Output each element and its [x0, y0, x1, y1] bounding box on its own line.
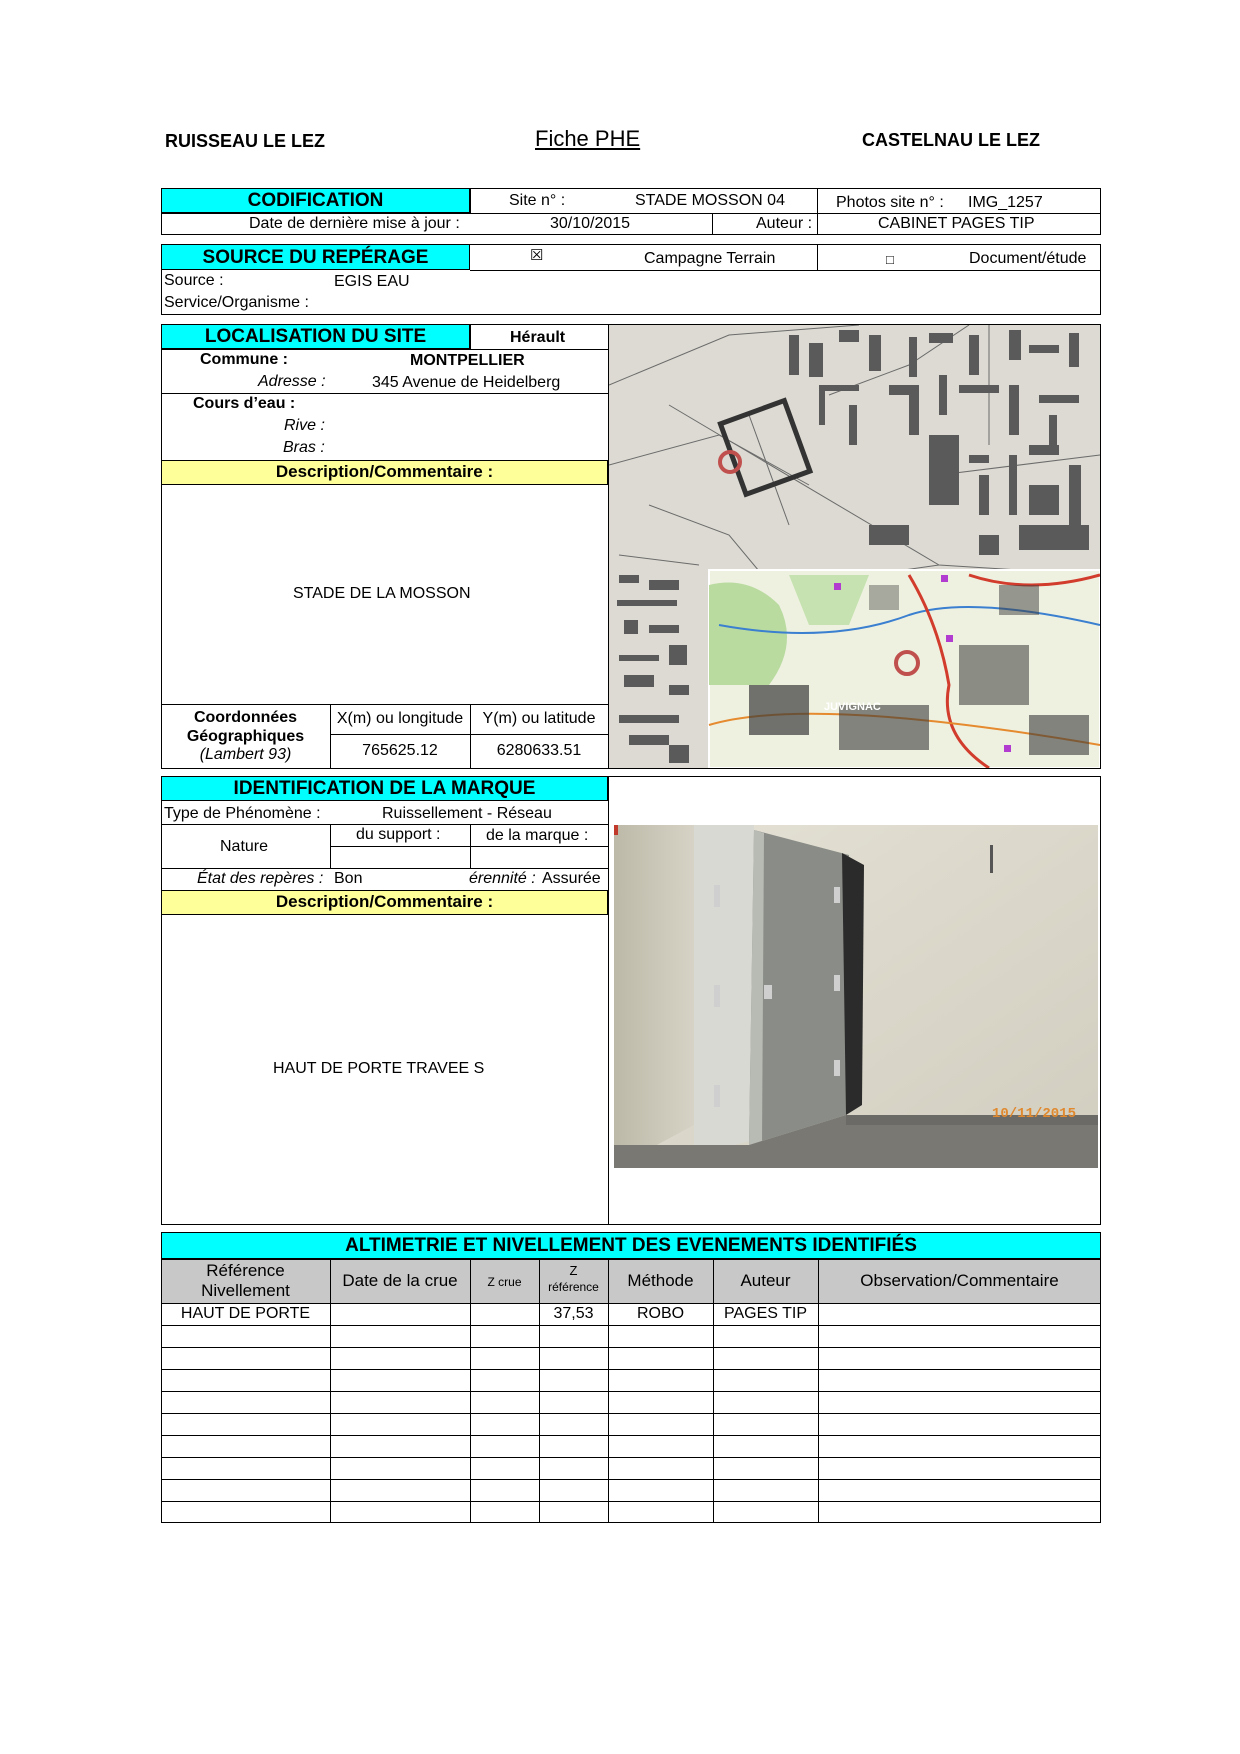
- col-method: Méthode: [627, 1271, 694, 1290]
- source-title: SOURCE DU REPÉRAGE: [161, 244, 470, 270]
- location-description-title: Description/Commentaire :: [161, 460, 608, 485]
- cell-reference: HAUT DE PORTE: [180, 1305, 311, 1322]
- state-value: Bon: [334, 870, 363, 887]
- x-label: X(m) ou longitude: [336, 710, 464, 727]
- watercourse-label: Cours d’eau :: [193, 395, 296, 412]
- river-name: RUISSEAU LE LEZ: [165, 131, 326, 151]
- source-label: Source :: [164, 272, 224, 289]
- coords-system: (Lambert 93): [199, 746, 292, 763]
- author-label: Auteur :: [756, 215, 813, 232]
- col-reference-2: Nivellement: [201, 1281, 290, 1300]
- codification-title: CODIFICATION: [161, 188, 470, 213]
- identification-title: IDENTIFICATION DE LA MARQUE: [161, 776, 608, 801]
- phenomenon-label: Type de Phénomène :: [164, 805, 321, 822]
- update-date-value: 30/10/2015: [550, 215, 631, 232]
- cell-z-ref: 37,53: [553, 1305, 594, 1322]
- campaign-checkbox[interactable]: ☒: [530, 247, 544, 264]
- y-value: 6280633.51: [496, 742, 582, 759]
- perennity-label: érennité :: [469, 870, 536, 887]
- location-map: [609, 325, 1100, 768]
- photo-timestamp: 10/11/2015: [992, 1106, 1077, 1122]
- phenomenon-value: Ruissellement - Réseau: [382, 805, 552, 822]
- map-place-label: JUVIGNAC: [824, 701, 881, 713]
- coords-label-2: Géographiques: [186, 728, 305, 745]
- col-observation: Observation/Commentaire: [860, 1271, 1059, 1290]
- col-reference: Référence: [206, 1261, 285, 1280]
- col-z-ref-2: référence: [548, 1280, 599, 1294]
- localisation-title: LOCALISATION DU SITE: [161, 324, 470, 349]
- commune-name: CASTELNAU LE LEZ: [862, 130, 1040, 150]
- mark-description: HAUT DE PORTE TRAVEE S: [273, 1060, 485, 1077]
- x-value: 765625.12: [362, 742, 438, 759]
- mark-description-title: Description/Commentaire :: [161, 890, 608, 915]
- site-photo: [614, 825, 1098, 1168]
- col-z-ref: Z: [569, 1263, 578, 1278]
- altimetrie-title: ALTIMETRIE ET NIVELLEMENT DES EVENEMENTS IDENTIFIÉS: [161, 1232, 1101, 1259]
- address-label: Adresse :: [258, 373, 326, 390]
- document-label: Document/étude: [969, 250, 1087, 267]
- commune-label: Commune :: [200, 351, 288, 368]
- photos-label: Photos site n° :: [836, 194, 944, 211]
- col-z-flood: Z crue: [487, 1275, 522, 1289]
- col-author: Auteur: [740, 1271, 791, 1290]
- branch-label: Bras :: [283, 439, 325, 456]
- site-value: STADE MOSSON 04: [635, 192, 785, 209]
- photos-value: IMG_1257: [968, 194, 1043, 211]
- state-label: État des repères :: [197, 870, 324, 887]
- commune-value: MONTPELLIER: [410, 352, 525, 369]
- location-description: STADE DE LA MOSSON: [293, 585, 471, 602]
- mark-label: de la marque :: [486, 827, 589, 844]
- col-flood-date: Date de la crue: [342, 1271, 458, 1290]
- address-value: 345 Avenue de Heidelberg: [372, 374, 561, 391]
- perennity-value: Assurée: [542, 870, 601, 887]
- y-label: Y(m) ou latitude: [482, 710, 596, 727]
- cell-method: ROBO: [636, 1305, 685, 1322]
- department: Hérault: [510, 329, 566, 346]
- service-label: Service/Organisme :: [164, 294, 309, 311]
- document-checkbox[interactable]: □: [886, 252, 894, 267]
- site-label: Site n° :: [509, 192, 566, 209]
- author-value: CABINET PAGES TIP: [878, 215, 1035, 232]
- nature-label: Nature: [220, 838, 269, 855]
- source-value: EGIS EAU: [334, 273, 410, 290]
- support-label: du support :: [356, 826, 441, 843]
- cell-author: PAGES TIP: [724, 1305, 807, 1322]
- campaign-label: Campagne Terrain: [644, 250, 776, 267]
- bank-label: Rive :: [284, 417, 325, 434]
- update-date-label: Date de dernière mise à jour :: [249, 215, 460, 232]
- document-title: Fiche PHE: [535, 126, 641, 151]
- coords-label: Coordonnées: [193, 709, 298, 726]
